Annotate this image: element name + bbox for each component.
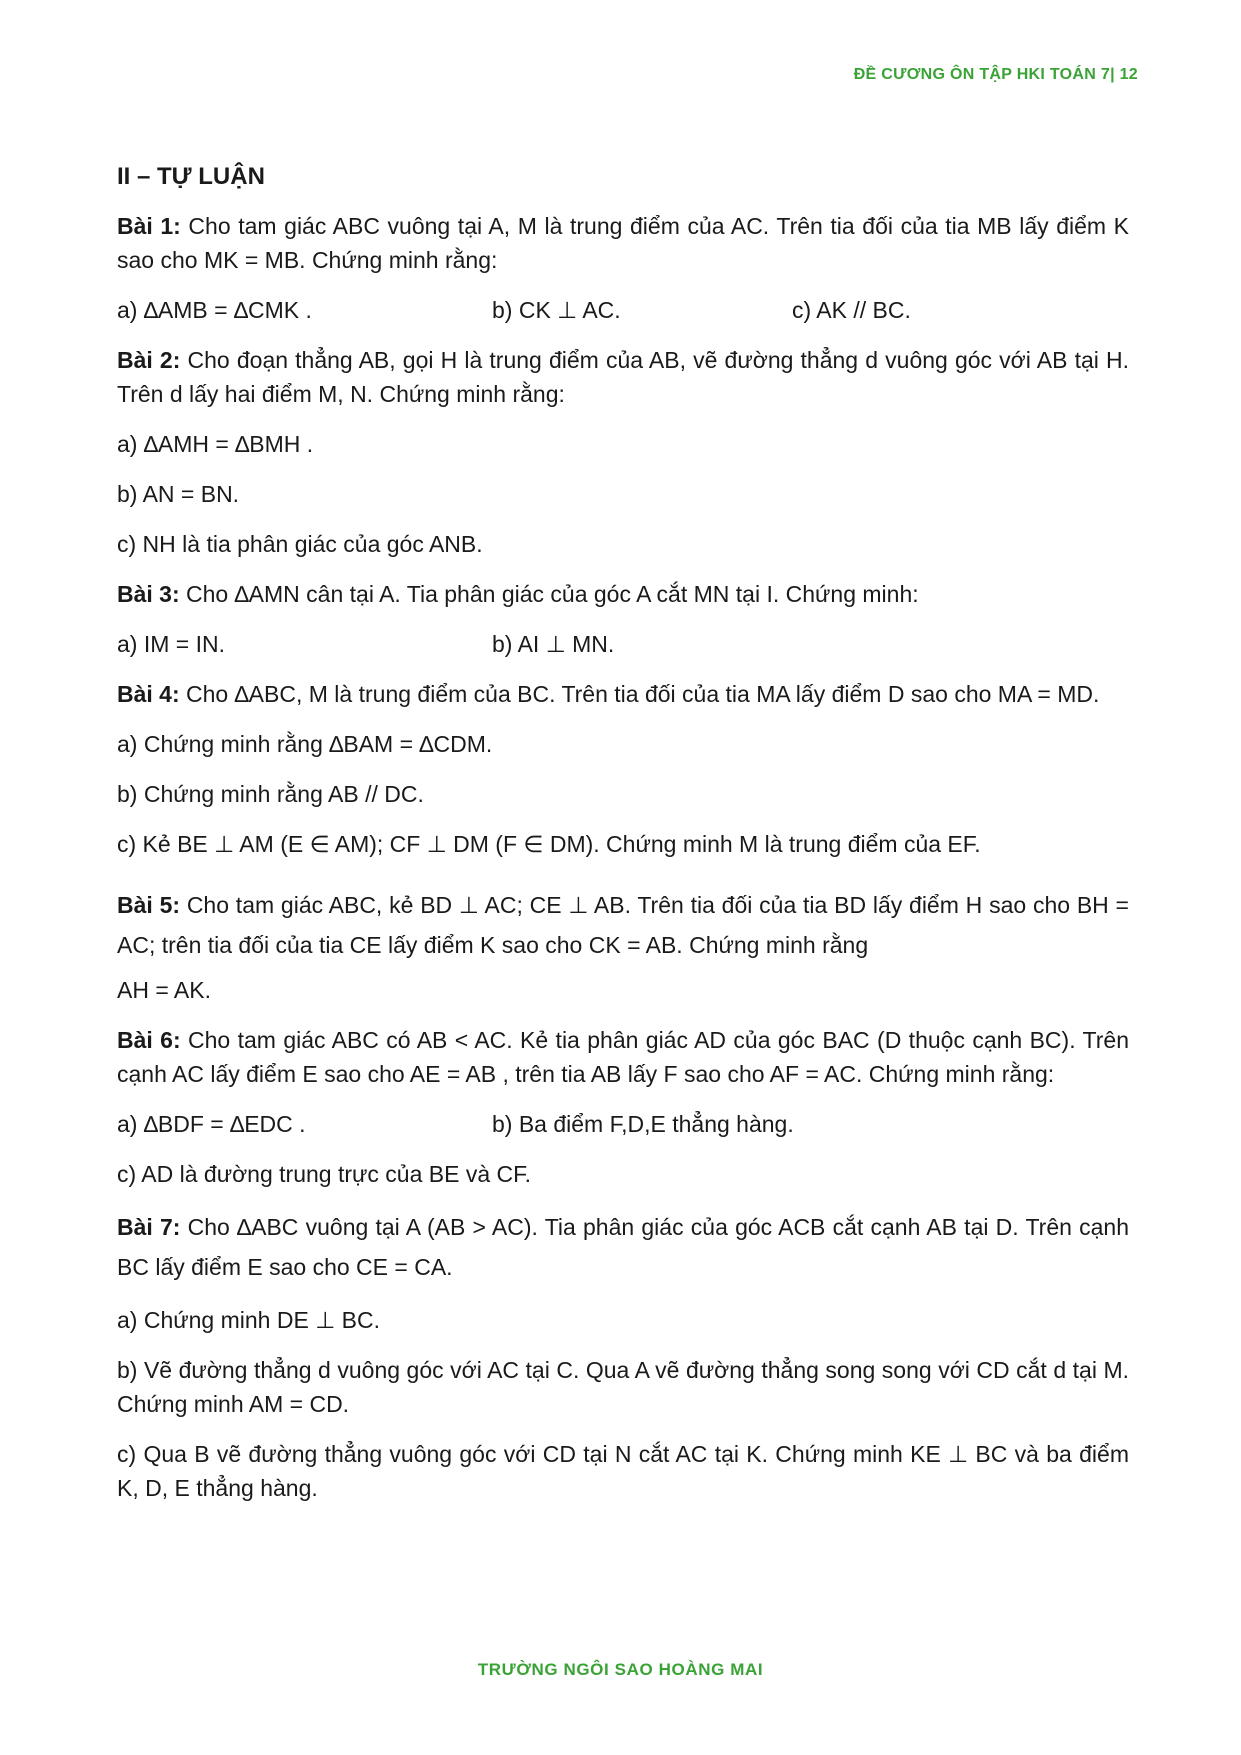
problem-4-part-a: a) Chứng minh rằng ∆BAM = ∆CDM. — [117, 731, 493, 757]
problem-4-label: Bài 4: — [117, 681, 180, 707]
problem-5-line-2: AH = AK. — [117, 977, 211, 1003]
problem-4 — [117, 677, 1129, 711]
problem-6-part-a: a) ∆BDF = ∆EDC . — [117, 1111, 306, 1137]
problem-5-text: Cho tam giác ABC, kẻ BD ⊥ AC; CE ⊥ AB. Trên tia đối của tia BD lấy điểm H sao cho BH = AC; trên tia đối của tia CE lấy điểm K sao cho CK = AB. Chứng minh rằng — [117, 892, 1129, 958]
problem-3-part-b: b) AI ⊥ MN. — [492, 631, 615, 657]
problem-2-text: Cho đoạn thẳng AB, gọi H là trung điểm của AB, vẽ đường thẳng d vuông góc với AB tại H. Trên d lấy hai điểm M, N. Chứng minh rằng: — [117, 347, 1129, 407]
problem-7-label: Bài 7: — [117, 1214, 181, 1240]
problem-2 — [117, 343, 1129, 411]
problem-6-label: Bài 6: — [117, 1027, 181, 1053]
problem-2-part-a: a) ∆AMH = ∆BMH . — [117, 431, 314, 457]
problem-4-text: Cho ∆ABC, M là trung điểm của BC. Trên tia đối của tia MA lấy điểm D sao cho MA = MD. — [179, 681, 1100, 707]
problem-3-text: Cho ∆AMN cân tại A. Tia phân giác của góc A cắt MN tại I. Chứng minh: — [179, 581, 919, 607]
section-title: II – TỰ LUẬN — [117, 163, 265, 190]
problem-7-part-c: c) Qua B vẽ đường thẳng vuông góc với CD tại N cắt AC tại K. Chứng minh KE ⊥ BC và ba điểm K, D, E thẳng hàng. — [117, 1441, 1129, 1501]
problem-1-part-c: c) AK // BC. — [792, 297, 911, 323]
document-body — [117, 160, 1129, 1521]
problem-6 — [117, 1023, 1129, 1091]
problem-2-part-c: c) NH là tia phân giác của góc ANB. — [117, 531, 483, 557]
page-footer: TRƯỜNG NGÔI SAO HOÀNG MAI — [477, 1660, 764, 1679]
problem-3-part-a: a) IM = IN. — [117, 631, 225, 657]
problem-1-part-b: b) CK ⊥ AC. — [492, 297, 621, 323]
problem-6-parts — [117, 1107, 1129, 1141]
problem-6-part-c: c) AD là đường trung trực của BE và CF. — [117, 1161, 532, 1187]
problem-2-label: Bài 2: — [117, 347, 181, 373]
problem-5-label: Bài 5: — [117, 892, 181, 918]
problem-6-part-b: b) Ba điểm F,D,E thẳng hàng. — [492, 1111, 794, 1137]
problem-7-text: Cho ∆ABC vuông tại A (AB > AC). Tia phân giác của góc ACB cắt cạnh AB tại D. Trên cạnh BC lấy điểm E sao cho CE = CA. — [117, 1214, 1129, 1280]
problem-1-label: Bài 1: — [117, 213, 181, 239]
problem-6-text: Cho tam giác ABC có AB < AC. Kẻ tia phân giác AD của góc BAC (D thuộc cạnh BC). Trên cạnh AC lấy điểm E sao cho AE = AB , trên tia AB lấy F sao cho AF = AC. Chứng minh rằng: — [117, 1027, 1129, 1087]
problem-5 — [117, 885, 1129, 965]
problem-3-label: Bài 3: — [117, 581, 180, 607]
page-header: ĐỀ CƯƠNG ÔN TẬP HKI TOÁN 7| 12 — [853, 66, 1138, 83]
problem-7-part-b: b) Vẽ đường thẳng d vuông góc với AC tại C. Qua A vẽ đường thẳng song song với CD cắt d tại M. Chứng minh AM = CD. — [117, 1357, 1129, 1417]
problem-3-parts — [117, 627, 1129, 661]
problem-4-part-b: b) Chứng minh rằng AB // DC. — [117, 781, 424, 807]
problem-3 — [117, 577, 1129, 611]
problem-7-part-a: a) Chứng minh DE ⊥ BC. — [117, 1307, 380, 1333]
problem-1-parts — [117, 293, 1129, 327]
problem-2-part-b: b) AN = BN. — [117, 481, 240, 507]
problem-7 — [117, 1207, 1129, 1287]
problem-4-part-c: c) Kẻ BE ⊥ AM (E ∈ AM); CF ⊥ DM (F ∈ DM). Chứng minh M là trung điểm của EF. — [117, 831, 981, 857]
problem-1 — [117, 209, 1129, 277]
problem-1-part-a: a) ∆AMB = ∆CMK . — [117, 297, 312, 323]
problem-1-text: Cho tam giác ABC vuông tại A, M là trung điểm của AC. Trên tia đối của tia MB lấy điểm K sao cho MK = MB. Chứng minh rằng: — [117, 213, 1130, 273]
